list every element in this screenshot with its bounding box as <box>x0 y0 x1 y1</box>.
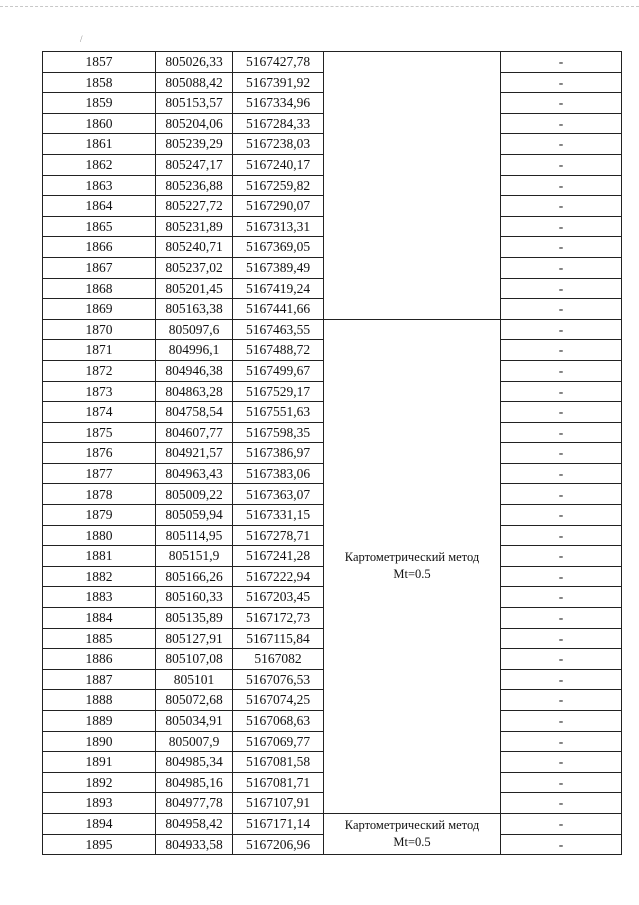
extra-cell: - <box>501 546 622 567</box>
x-coordinate-cell: 805204,06 <box>156 113 233 134</box>
method-cell <box>324 319 501 813</box>
x-coordinate-cell: 805127,91 <box>156 628 233 649</box>
y-coordinate-cell: 5167171,14 <box>233 813 324 834</box>
extra-cell: - <box>501 402 622 423</box>
point-number-cell: 1879 <box>43 505 156 526</box>
extra-cell: - <box>501 52 622 73</box>
x-coordinate-cell: 805163,38 <box>156 299 233 320</box>
point-number-cell: 1857 <box>43 52 156 73</box>
point-number-cell: 1875 <box>43 422 156 443</box>
y-coordinate-cell: 5167369,05 <box>233 237 324 258</box>
x-coordinate-cell: 805034,91 <box>156 711 233 732</box>
x-coordinate-cell: 805227,72 <box>156 196 233 217</box>
point-number-cell: 1871 <box>43 340 156 361</box>
point-number-cell: 1890 <box>43 731 156 752</box>
y-coordinate-cell: 5167115,84 <box>233 628 324 649</box>
extra-cell: - <box>501 463 622 484</box>
extra-cell: - <box>501 484 622 505</box>
y-coordinate-cell: 5167076,53 <box>233 669 324 690</box>
y-coordinate-cell: 5167551,63 <box>233 402 324 423</box>
y-coordinate-cell: 5167081,58 <box>233 752 324 773</box>
extra-cell: - <box>501 340 622 361</box>
extra-cell: - <box>501 711 622 732</box>
y-coordinate-cell: 5167278,71 <box>233 525 324 546</box>
x-coordinate-cell: 805107,08 <box>156 649 233 670</box>
extra-cell: - <box>501 649 622 670</box>
point-number-cell: 1867 <box>43 257 156 278</box>
y-coordinate-cell: 5167499,67 <box>233 360 324 381</box>
point-number-cell: 1874 <box>43 402 156 423</box>
y-coordinate-cell: 5167331,15 <box>233 505 324 526</box>
point-number-cell: 1878 <box>43 484 156 505</box>
y-coordinate-cell: 5167241,28 <box>233 546 324 567</box>
y-coordinate-cell: 5167081,71 <box>233 772 324 793</box>
x-coordinate-cell: 804985,34 <box>156 752 233 773</box>
y-coordinate-cell: 5167391,92 <box>233 72 324 93</box>
x-coordinate-cell: 805166,26 <box>156 566 233 587</box>
x-coordinate-cell: 805097,6 <box>156 319 233 340</box>
y-coordinate-cell: 5167284,33 <box>233 113 324 134</box>
y-coordinate-cell: 5167068,63 <box>233 711 324 732</box>
extra-cell: - <box>501 93 622 114</box>
method-label: Картометрический метод <box>344 550 480 565</box>
extra-cell: - <box>501 566 622 587</box>
extra-cell: - <box>501 216 622 237</box>
point-number-cell: 1861 <box>43 134 156 155</box>
y-coordinate-cell: 5167488,72 <box>233 340 324 361</box>
y-coordinate-cell: 5167107,91 <box>233 793 324 814</box>
extra-cell: - <box>501 628 622 649</box>
x-coordinate-cell: 804977,78 <box>156 793 233 814</box>
x-coordinate-cell: 804607,77 <box>156 422 233 443</box>
extra-cell: - <box>501 319 622 340</box>
coordinates-table-body <box>43 52 622 855</box>
y-coordinate-cell: 5167259,82 <box>233 175 324 196</box>
point-number-cell: 1866 <box>43 237 156 258</box>
x-coordinate-cell: 805135,89 <box>156 608 233 629</box>
x-coordinate-cell: 805059,94 <box>156 505 233 526</box>
y-coordinate-cell: 5167240,17 <box>233 154 324 175</box>
method-label: Картометрический метод <box>344 818 480 833</box>
point-number-cell: 1864 <box>43 196 156 217</box>
point-number-cell: 1859 <box>43 93 156 114</box>
y-coordinate-cell: 5167069,77 <box>233 731 324 752</box>
y-coordinate-cell: 5167082 <box>233 649 324 670</box>
extra-cell: - <box>501 72 622 93</box>
x-coordinate-cell: 805114,95 <box>156 525 233 546</box>
y-coordinate-cell: 5167313,31 <box>233 216 324 237</box>
point-number-cell: 1870 <box>43 319 156 340</box>
x-coordinate-cell: 804946,38 <box>156 360 233 381</box>
y-coordinate-cell: 5167206,96 <box>233 834 324 855</box>
extra-cell: - <box>501 690 622 711</box>
x-coordinate-cell: 805237,02 <box>156 257 233 278</box>
extra-cell: - <box>501 237 622 258</box>
point-number-cell: 1877 <box>43 463 156 484</box>
point-number-cell: 1863 <box>43 175 156 196</box>
scan-mark: / <box>80 34 83 44</box>
y-coordinate-cell: 5167427,78 <box>233 52 324 73</box>
x-coordinate-cell: 804863,28 <box>156 381 233 402</box>
extra-cell: - <box>501 731 622 752</box>
point-number-cell: 1860 <box>43 113 156 134</box>
y-coordinate-cell: 5167290,07 <box>233 196 324 217</box>
extra-cell: - <box>501 834 622 855</box>
point-number-cell: 1888 <box>43 690 156 711</box>
x-coordinate-cell: 805231,89 <box>156 216 233 237</box>
extra-cell: - <box>501 257 622 278</box>
method-accuracy: Mt=0.5 <box>393 567 431 582</box>
point-number-cell: 1873 <box>43 381 156 402</box>
point-number-cell: 1869 <box>43 299 156 320</box>
x-coordinate-cell: 804958,42 <box>156 813 233 834</box>
x-coordinate-cell: 805007,9 <box>156 731 233 752</box>
extra-cell: - <box>501 422 622 443</box>
x-coordinate-cell: 805088,42 <box>156 72 233 93</box>
y-coordinate-cell: 5167598,35 <box>233 422 324 443</box>
point-number-cell: 1894 <box>43 813 156 834</box>
extra-cell: - <box>501 813 622 834</box>
x-coordinate-cell: 804921,57 <box>156 443 233 464</box>
point-number-cell: 1858 <box>43 72 156 93</box>
x-coordinate-cell: 805240,71 <box>156 237 233 258</box>
extra-cell: - <box>501 669 622 690</box>
point-number-cell: 1886 <box>43 649 156 670</box>
extra-cell: - <box>501 587 622 608</box>
method-cell <box>324 52 501 320</box>
x-coordinate-cell: 805201,45 <box>156 278 233 299</box>
point-number-cell: 1872 <box>43 360 156 381</box>
extra-cell: - <box>501 154 622 175</box>
x-coordinate-cell: 805153,57 <box>156 93 233 114</box>
extra-cell: - <box>501 134 622 155</box>
y-coordinate-cell: 5167074,25 <box>233 690 324 711</box>
scan-top-border <box>0 6 639 7</box>
point-number-cell: 1880 <box>43 525 156 546</box>
extra-cell: - <box>501 505 622 526</box>
extra-cell: - <box>501 772 622 793</box>
point-number-cell: 1887 <box>43 669 156 690</box>
extra-cell: - <box>501 196 622 217</box>
table-row <box>43 834 622 855</box>
x-coordinate-cell: 805072,68 <box>156 690 233 711</box>
y-coordinate-cell: 5167172,73 <box>233 608 324 629</box>
y-coordinate-cell: 5167441,66 <box>233 299 324 320</box>
method-cell <box>324 834 501 855</box>
extra-cell: - <box>501 752 622 773</box>
method-cell <box>324 813 501 834</box>
point-number-cell: 1882 <box>43 566 156 587</box>
extra-cell: - <box>501 608 622 629</box>
point-number-cell: 1881 <box>43 546 156 567</box>
point-number-cell: 1891 <box>43 752 156 773</box>
y-coordinate-cell: 5167238,03 <box>233 134 324 155</box>
x-coordinate-cell: 805009,22 <box>156 484 233 505</box>
extra-cell: - <box>501 278 622 299</box>
x-coordinate-cell: 804996,1 <box>156 340 233 361</box>
x-coordinate-cell: 805239,29 <box>156 134 233 155</box>
x-coordinate-cell: 805151,9 <box>156 546 233 567</box>
x-coordinate-cell: 805247,17 <box>156 154 233 175</box>
extra-cell: - <box>501 793 622 814</box>
y-coordinate-cell: 5167389,49 <box>233 257 324 278</box>
point-number-cell: 1885 <box>43 628 156 649</box>
point-number-cell: 1865 <box>43 216 156 237</box>
point-number-cell: 1876 <box>43 443 156 464</box>
extra-cell: - <box>501 175 622 196</box>
x-coordinate-cell: 805160,33 <box>156 587 233 608</box>
y-coordinate-cell: 5167203,45 <box>233 587 324 608</box>
extra-cell: - <box>501 113 622 134</box>
point-number-cell: 1895 <box>43 834 156 855</box>
point-number-cell: 1883 <box>43 587 156 608</box>
x-coordinate-cell: 805101 <box>156 669 233 690</box>
coordinates-table <box>42 51 622 855</box>
point-number-cell: 1893 <box>43 793 156 814</box>
x-coordinate-cell: 805026,33 <box>156 52 233 73</box>
y-coordinate-cell: 5167529,17 <box>233 381 324 402</box>
extra-cell: - <box>501 299 622 320</box>
table-row <box>43 319 622 340</box>
x-coordinate-cell: 804963,43 <box>156 463 233 484</box>
y-coordinate-cell: 5167463,55 <box>233 319 324 340</box>
point-number-cell: 1892 <box>43 772 156 793</box>
point-number-cell: 1868 <box>43 278 156 299</box>
point-number-cell: 1862 <box>43 154 156 175</box>
y-coordinate-cell: 5167386,97 <box>233 443 324 464</box>
y-coordinate-cell: 5167383,06 <box>233 463 324 484</box>
point-number-cell: 1884 <box>43 608 156 629</box>
x-coordinate-cell: 804985,16 <box>156 772 233 793</box>
extra-cell: - <box>501 525 622 546</box>
extra-cell: - <box>501 443 622 464</box>
table-row <box>43 52 622 73</box>
y-coordinate-cell: 5167222,94 <box>233 566 324 587</box>
x-coordinate-cell: 805236,88 <box>156 175 233 196</box>
extra-cell: - <box>501 360 622 381</box>
table-row <box>43 813 622 834</box>
point-number-cell: 1889 <box>43 711 156 732</box>
y-coordinate-cell: 5167419,24 <box>233 278 324 299</box>
x-coordinate-cell: 804933,58 <box>156 834 233 855</box>
y-coordinate-cell: 5167334,96 <box>233 93 324 114</box>
method-accuracy: Mt=0.5 <box>393 835 431 850</box>
extra-cell: - <box>501 381 622 402</box>
y-coordinate-cell: 5167363,07 <box>233 484 324 505</box>
x-coordinate-cell: 804758,54 <box>156 402 233 423</box>
